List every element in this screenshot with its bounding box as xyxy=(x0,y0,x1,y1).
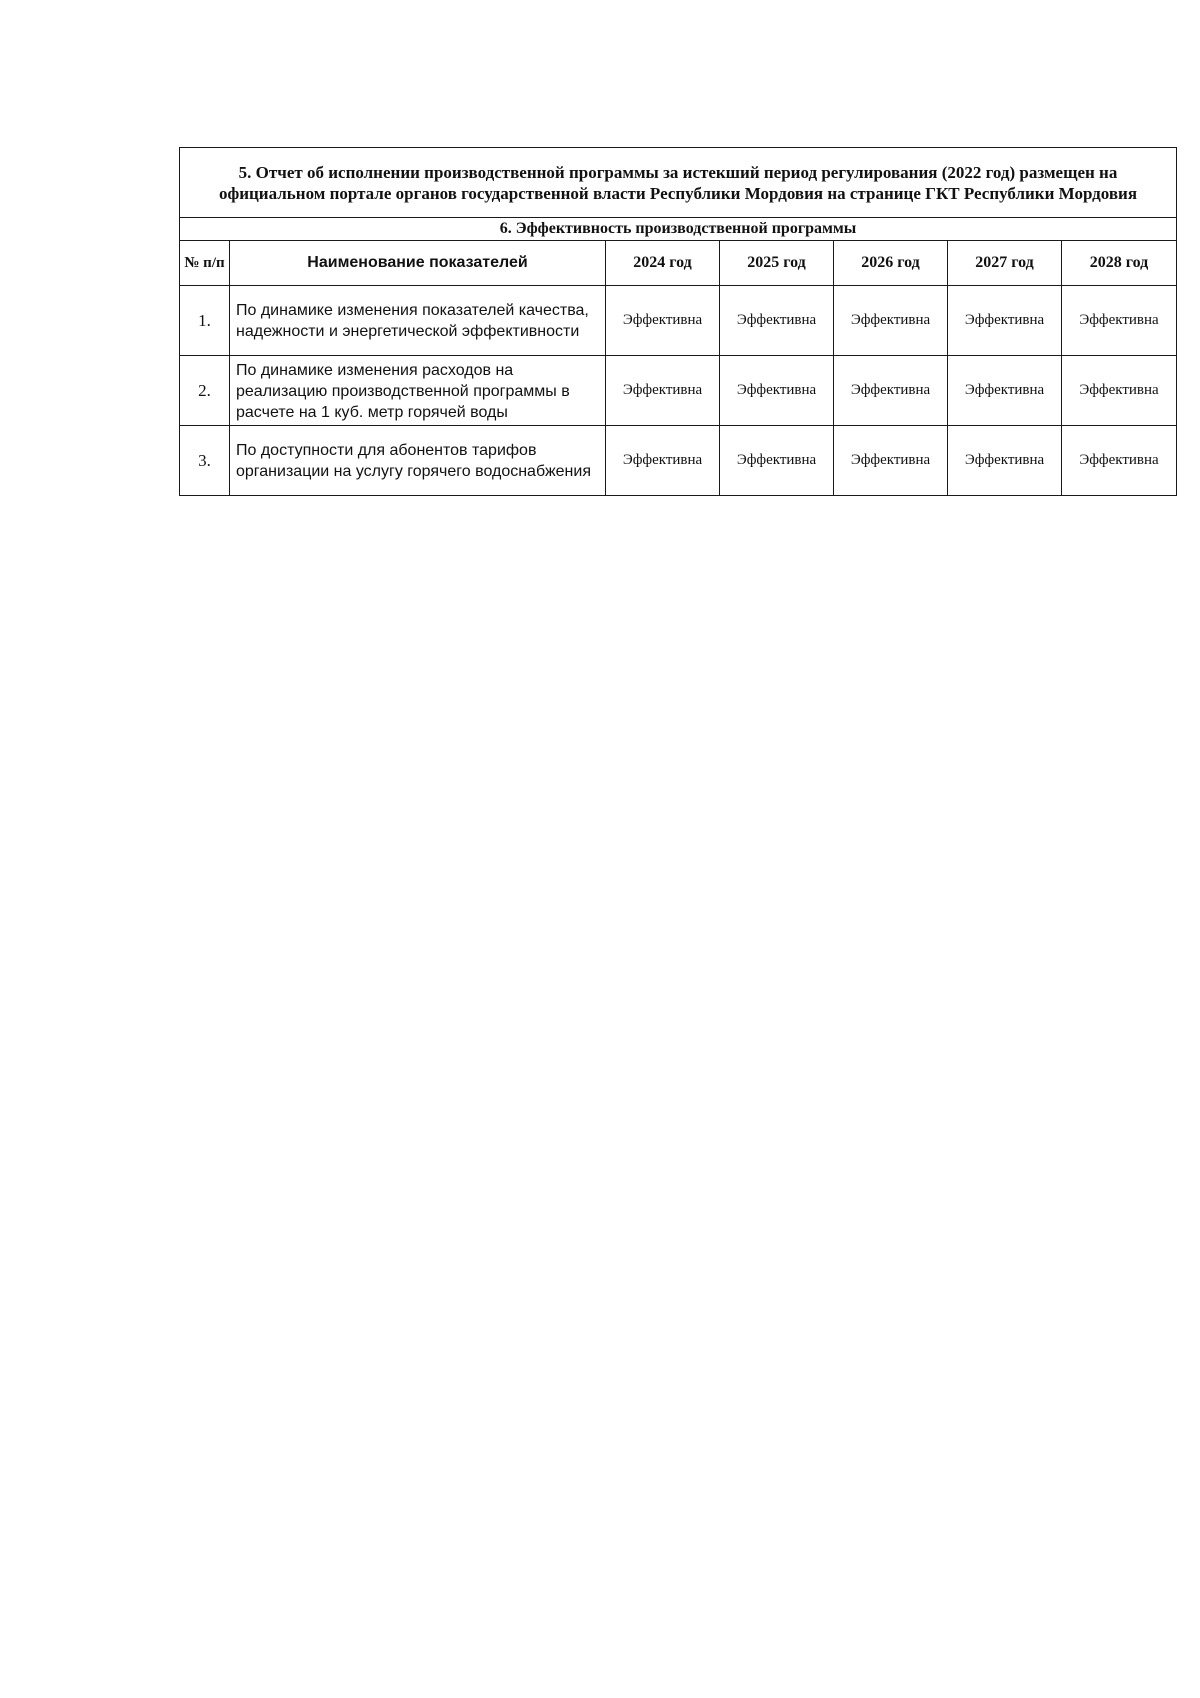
header-name: Наименование показателей xyxy=(230,241,606,286)
table-row xyxy=(180,286,1177,356)
row-value-2024: Эффективна xyxy=(606,356,720,426)
section5-row xyxy=(180,148,1177,218)
row-value-2025: Эффективна xyxy=(720,426,834,496)
section6-row xyxy=(180,218,1177,241)
row-value-2028: Эффективна xyxy=(1062,286,1177,356)
header-year-2028: 2028 год xyxy=(1062,241,1177,286)
row-number: 1. xyxy=(180,286,230,356)
row-value-2028: Эффективна xyxy=(1062,426,1177,496)
row-value-2026: Эффективна xyxy=(834,356,948,426)
row-value-2025: Эффективна xyxy=(720,286,834,356)
row-value-2027: Эффективна xyxy=(948,356,1062,426)
section5-title: 5. Отчет об исполнении производственной программы за истекший период регулирования (2022 год) размещен на официальном портале органов государственной власти Республики Мордовия на странице ГКТ Республики Мордовия xyxy=(180,148,1177,218)
row-value-2025: Эффективна xyxy=(720,356,834,426)
row-value-2028: Эффективна xyxy=(1062,356,1177,426)
table-row xyxy=(180,426,1177,496)
row-value-2024: Эффективна xyxy=(606,426,720,496)
header-year-2027: 2027 год xyxy=(948,241,1062,286)
row-value-2026: Эффективна xyxy=(834,286,948,356)
table-row xyxy=(180,356,1177,426)
header-year-2025: 2025 год xyxy=(720,241,834,286)
table-header-row xyxy=(180,241,1177,286)
row-indicator-name: По динамике изменения показателей качества, надежности и энергетической эффективности xyxy=(230,286,606,356)
row-number: 2. xyxy=(180,356,230,426)
row-value-2026: Эффективна xyxy=(834,426,948,496)
row-value-2024: Эффективна xyxy=(606,286,720,356)
row-number: 3. xyxy=(180,426,230,496)
section6-title: 6. Эффективность производственной программы xyxy=(180,218,1177,241)
row-indicator-name: По динамике изменения расходов на реализацию производственной программы в расчете на 1 куб. метр горячей воды xyxy=(230,356,606,426)
header-number: № п/п xyxy=(180,241,230,286)
header-year-2026: 2026 год xyxy=(834,241,948,286)
row-value-2027: Эффективна xyxy=(948,426,1062,496)
row-indicator-name: По доступности для абонентов тарифов организации на услугу горячего водоснабжения xyxy=(230,426,606,496)
header-year-2024: 2024 год xyxy=(606,241,720,286)
row-value-2027: Эффективна xyxy=(948,286,1062,356)
efficiency-table xyxy=(179,147,1177,496)
